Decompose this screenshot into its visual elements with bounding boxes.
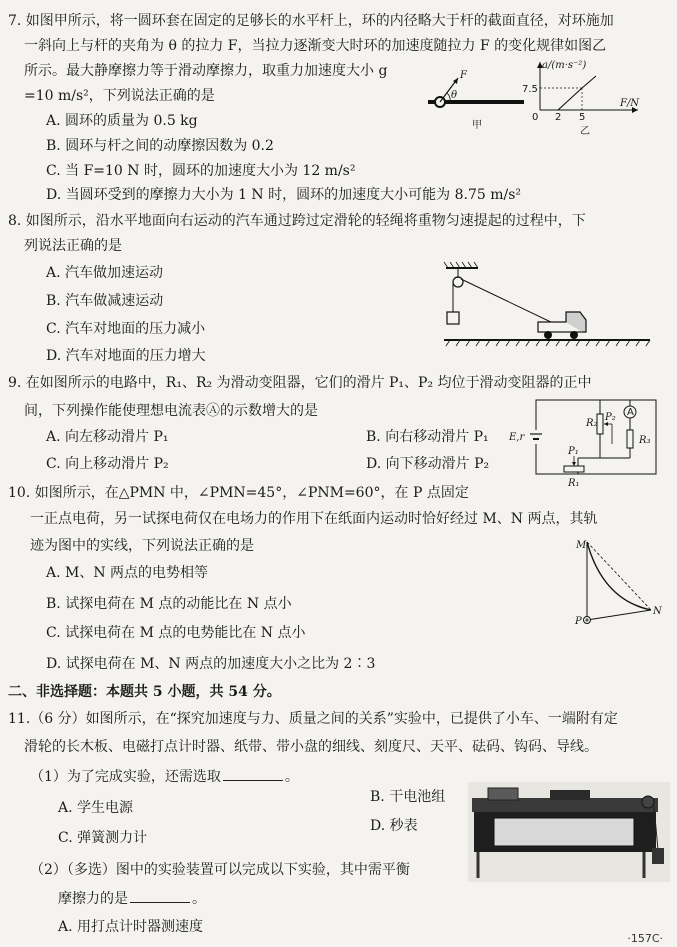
q10-stem-line3: 迹为图中的实线，下列说法正确的是 <box>30 538 254 554</box>
q7-option-a: A. 圆环的质量为 0.5 kg <box>46 113 198 129</box>
q11-sub1 <box>30 768 299 786</box>
q7-graph-xlabel: F/N <box>620 98 640 109</box>
q11-sub1-end: 。 <box>284 769 299 785</box>
q11-sub2-blank[interactable] <box>130 890 190 903</box>
q10-triangle-figure <box>555 530 665 630</box>
q7-graph-ylabel: a/(m·s⁻²) <box>542 60 587 71</box>
q9-ammeter-label: A <box>627 407 634 418</box>
q8-option-d: D. 汽车对地面的压力增大 <box>46 348 206 364</box>
q9-p1-label: P₁ <box>568 446 579 457</box>
q9-r1-label: R₁ <box>568 478 580 489</box>
q7-stem-line4: =10 m/s²，下列说法正确的是 <box>24 88 215 104</box>
q7-option-c: C. 当 F=10 N 时，圆环的加速度大小为 12 m/s² <box>46 163 356 179</box>
q11-apparatus-photo <box>468 782 670 882</box>
q11-sub2-line2 <box>58 890 206 908</box>
q9-stem-line1: 9. 在如图所示的电路中，R₁、R₂ 为滑动变阻器，它们的滑片 P₁、P₂ 均位于滑动变阻器的正中 <box>8 375 592 391</box>
q7-graph-xtick-2: 2 <box>555 112 562 123</box>
q9-stem-line2: 间，下列操作能使理想电流表Ⓐ的示数增大的是 <box>24 403 318 419</box>
q7-fig-jia-caption: 甲 <box>472 120 482 131</box>
q8-figure <box>440 262 660 352</box>
q9-option-d: D. 向下移动滑片 P₂ <box>366 456 490 472</box>
q9-source-label: E,r <box>509 432 525 443</box>
q10-point-p: P <box>575 616 582 627</box>
q11-sub2-option-a: A. 用打点计时器测速度 <box>58 919 204 935</box>
q10-option-d: D. 试探电荷在 M、N 两点的加速度大小之比为 2∶3 <box>46 656 376 672</box>
q9-r3-label: R₃ <box>639 435 651 446</box>
q7-stem-line1: 7. 如图甲所示，将一圆环套在固定的足够长的水平杆上，环的内径略大于杆的截面直径，对环施加 <box>8 13 614 29</box>
q7-option-d: D. 当圆环受到的摩擦力大小为 1 N 时，圆环的加速度大小可能为 8.75 m/s² <box>46 187 521 203</box>
q11-stem-line2: 滑轮的长木板、电磁打点计时器、纸带、带小盘的细线、刻度尺、天平、砝码、钩码、导线。 <box>24 739 598 755</box>
q8-option-a: A. 汽车做加速运动 <box>46 265 164 281</box>
q7-stem-line2: 一斜向上与杆的夹角为 θ 的拉力 F，当拉力逐渐变大时环的加速度随拉力 F 的变化规律如图乙 <box>24 38 607 54</box>
q10-option-b: B. 试探电荷在 M 点的动能比在 N 点小 <box>46 596 292 612</box>
q11-option-c: C. 弹簧测力计 <box>58 830 148 846</box>
q7-graph-ytick: 7.5 <box>522 84 538 95</box>
q7-figure-jia <box>420 66 530 136</box>
q10-stem-line1: 10. 如图所示，在△PMN 中，∠PMN=45°，∠PNM=60°，在 P 点固定 <box>8 485 469 501</box>
q9-option-a: A. 向左移动滑片 P₁ <box>46 429 169 445</box>
q11-option-a: A. 学生电源 <box>58 800 134 816</box>
q7-graph-origin: 0 <box>532 112 539 123</box>
q11-option-d: D. 秒表 <box>370 818 418 834</box>
q10-point-n: N <box>653 606 662 617</box>
q11-sub1-blank[interactable] <box>223 768 283 781</box>
q10-stem-line2: 一正点电荷，另一试探电荷仅在电场力的作用下在纸面内运动时恰好经过 M、N 两点，其轨 <box>30 511 598 527</box>
q8-option-b: B. 汽车做减速运动 <box>46 293 164 309</box>
q7-stem-line3: 所示。最大静摩擦力等于滑动摩擦力，取重力加速度大小 g <box>24 63 388 79</box>
q10-option-c: C. 试探电荷在 M 点的电势能比在 N 点小 <box>46 625 306 641</box>
q11-sub2-line1: （2）（多选）图中的实验装置可以完成以下实验，其中需平衡 <box>30 862 410 878</box>
q7-fig-force-label: F <box>460 70 467 81</box>
q11-sub2-text: 摩擦力的是 <box>58 891 128 907</box>
q8-option-c: C. 汽车对地面的压力减小 <box>46 321 206 337</box>
q8-stem-line1: 8. 如图所示，沿水平地面向右运动的汽车通过跨过定滑轮的轻绳将重物匀速提起的过程中，下 <box>8 213 586 229</box>
q11-option-b: B. 干电池组 <box>370 789 446 805</box>
q7-fig-yi-caption: 乙 <box>580 126 590 137</box>
q8-stem-line2: 列说法正确的是 <box>24 238 122 254</box>
q7-figure-yi <box>520 58 660 138</box>
q10-option-a: A. M、N 两点的电势相等 <box>46 565 209 581</box>
q11-stem-line1: 11.（6 分）如图所示，在“探究加速度与力、质量之间的关系”实验中，已提供了小车、一端附有定 <box>8 711 618 727</box>
q9-circuit-figure <box>508 396 668 488</box>
q11-sub1-text: （1）为了完成实验，还需选取 <box>30 769 221 785</box>
section2-heading: 二、非选择题：本题共 5 小题，共 54 分。 <box>8 684 281 700</box>
q10-point-m: M <box>576 540 587 551</box>
q7-option-b: B. 圆环与杆之间的动摩擦因数为 0.2 <box>46 138 274 154</box>
q7-fig-angle-label: θ <box>451 90 458 101</box>
q7-graph-xtick-5: 5 <box>579 112 586 123</box>
q9-option-b: B. 向右移动滑片 P₁ <box>366 429 489 445</box>
q9-option-c: C. 向上移动滑片 P₂ <box>46 456 169 472</box>
q9-r2-label: R₂ <box>586 418 598 429</box>
page-footer-code: ·157C· <box>627 932 663 945</box>
q9-p2-label: P₂ <box>605 412 616 423</box>
q11-sub2-end: 。 <box>192 891 206 907</box>
